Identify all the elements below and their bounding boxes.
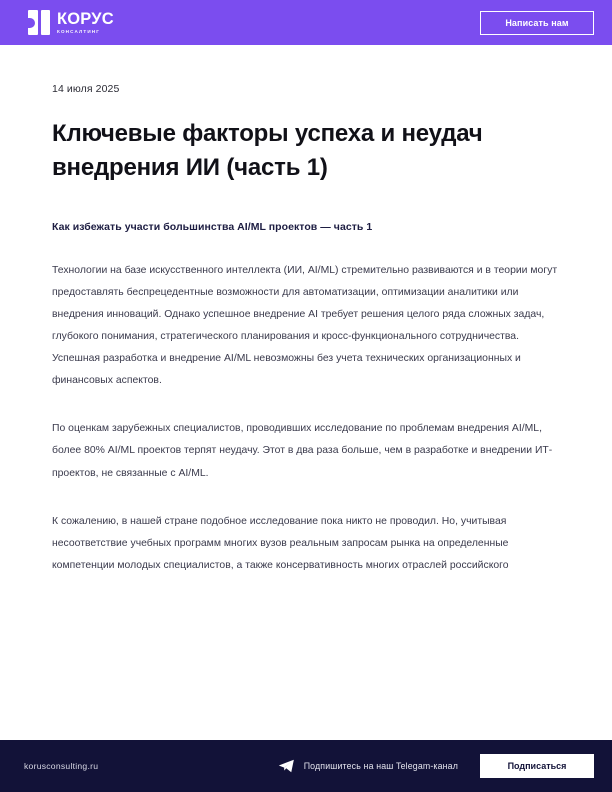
article-paragraph: По оценкам зарубежных специалистов, проводивших исследование по проблемам внедрения AI/ML, более 80% AI/ML проектов терпят неудачу. Этот в два раза больше, чем в разработке и внедрении ИТ-проектов, не связанные с AI/ML. xyxy=(52,423,553,479)
brand-name: КОРУС xyxy=(57,9,114,28)
article-paragraph: Технологии на базе искусственного интеллекта (ИИ, AI/ML) стремительно развиваются и в теории могут предоставлять беспрецедентные возможности для автоматизации, оптимизации аналитики или внедрения инноваций. Однако успешное внедрение AI требует решения целого ряда сложных задач, глубокого понимания, стратегического планирования и кросс-функционального сотрудничества. Успешная разработка и внедрение AI/ML невозможны без учета технических организационных и финансовых аспектов. xyxy=(52,265,558,387)
logo-shape-notch xyxy=(28,18,35,28)
contact-us-button[interactable]: Написать нам xyxy=(480,11,594,35)
telegram-icon xyxy=(278,759,295,773)
article-date: 14 июля 2025 xyxy=(52,83,120,95)
article-paragraph: К сожалению, в нашей стране подобное исследование пока никто не проводил. Но, учитывая несоответствие учебных программ многих вузов реальным запросам рынка на определенные компетенции молодых специалистов, а также консервативность многих отраслей российского xyxy=(52,515,509,571)
page-title: Ключевые факторы успеха и неудач внедрения ИИ (часть 1) xyxy=(52,120,483,182)
subscribe-button[interactable]: Подписаться xyxy=(480,754,594,778)
brand-subtitle: КОНСАЛТИНГ xyxy=(57,28,101,34)
footer-telegram-note: Подпишитесь на наш Telegam-канал xyxy=(303,761,458,771)
site-footer xyxy=(0,740,612,792)
site-header xyxy=(0,0,612,45)
brand-text xyxy=(57,11,114,35)
article-kicker: Как избежать участи большинства AI/ML проектов — часть 1 xyxy=(52,221,373,234)
article-body xyxy=(52,260,560,577)
footer-telegram-promo xyxy=(278,759,458,773)
article-content xyxy=(0,45,612,740)
logo-shape-right xyxy=(41,10,50,35)
korus-logo-mark-icon xyxy=(28,10,50,35)
footer-website-link[interactable]: korusconsulting.ru xyxy=(24,761,99,771)
brand-logo[interactable] xyxy=(28,10,114,35)
